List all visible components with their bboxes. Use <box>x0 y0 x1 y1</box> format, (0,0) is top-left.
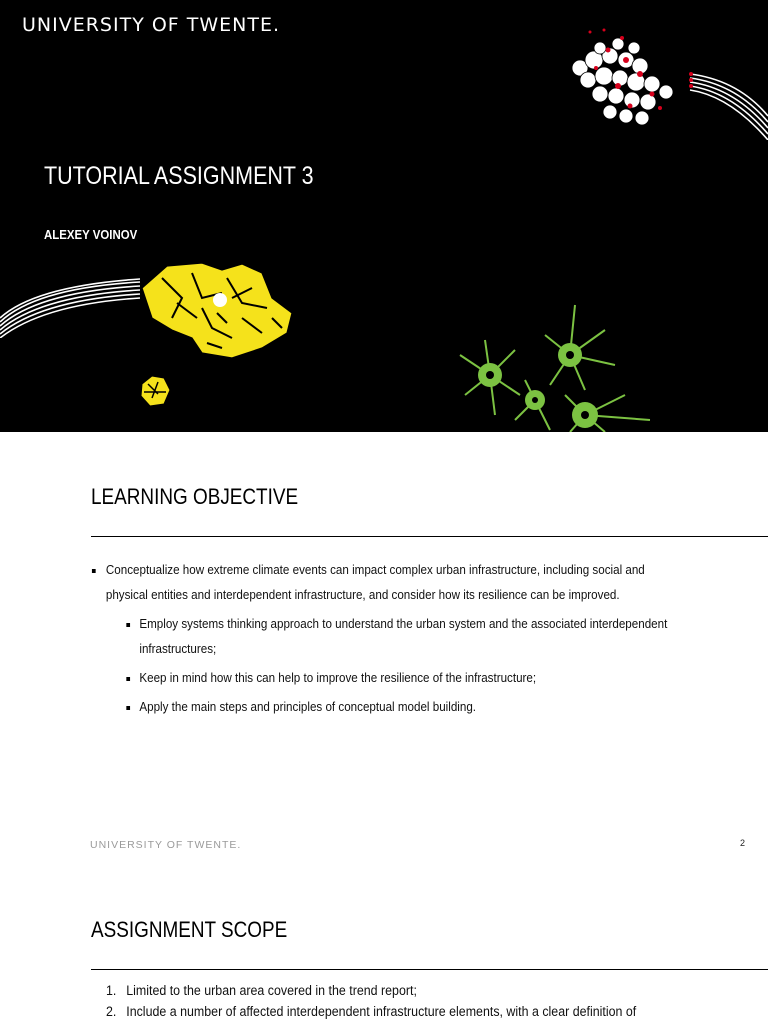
title-slide <box>0 0 768 432</box>
bullet-square-icon <box>126 706 130 710</box>
slide-title: TUTORIAL ASSIGNMENT 3 <box>44 162 314 190</box>
list-item <box>91 558 686 608</box>
bullet-square-icon <box>126 623 130 627</box>
item-text: Include a number of affected interdependent infrastructure elements, with a clear definition of <box>126 1004 637 1019</box>
bullet-list <box>91 558 731 720</box>
slide-title: LEARNING OBJECTIVE <box>91 484 299 509</box>
bullet-text: Conceptualize how extreme climate events can impact complex urban infrastructure, including social and physical entities and interdependent infrastructure, and consider how its resilience can be improved. <box>105 563 645 602</box>
small-yellow-cells-graphic <box>138 374 172 408</box>
list-item <box>91 612 686 662</box>
bullet-text: Employ systems thinking approach to understand the urban system and the associated interdependent infrastructures; <box>139 617 668 656</box>
title-divider <box>91 536 768 537</box>
list-item <box>91 666 686 691</box>
title-divider <box>91 969 768 970</box>
page-number: 2 <box>740 838 746 848</box>
footer-logo: UNIVERSITY OF TWENTE. <box>90 839 242 851</box>
yellow-cells-graphic <box>132 258 297 363</box>
list-item <box>106 1001 676 1022</box>
item-text: Limited to the urban area covered in the trend report; <box>126 983 417 998</box>
white-swoosh-left-graphic <box>0 278 150 338</box>
bullet-text: Keep in mind how this can help to improve the resilience of the infrastructure; <box>139 671 537 685</box>
bullet-text: Apply the main steps and principles of conceptual model building. <box>139 700 477 714</box>
university-logo: UNIVERSITY OF TWENTE. <box>22 14 281 36</box>
list-item <box>91 695 686 720</box>
item-number: 1. <box>106 983 117 998</box>
bullet-square-icon <box>126 677 130 681</box>
assignment-scope-slide <box>0 864 768 1024</box>
bullet-square-icon <box>92 569 96 573</box>
green-neurons-graphic <box>455 295 655 432</box>
slide-title: ASSIGNMENT SCOPE <box>91 917 288 942</box>
list-item <box>106 980 676 1001</box>
white-swoosh-right-graphic <box>688 70 768 140</box>
white-red-cells-graphic <box>560 28 685 133</box>
numbered-list <box>106 980 726 1022</box>
author-name: ALEXEY VOINOV <box>44 227 138 242</box>
item-number: 2. <box>106 1004 117 1019</box>
learning-objective-slide <box>0 432 768 864</box>
